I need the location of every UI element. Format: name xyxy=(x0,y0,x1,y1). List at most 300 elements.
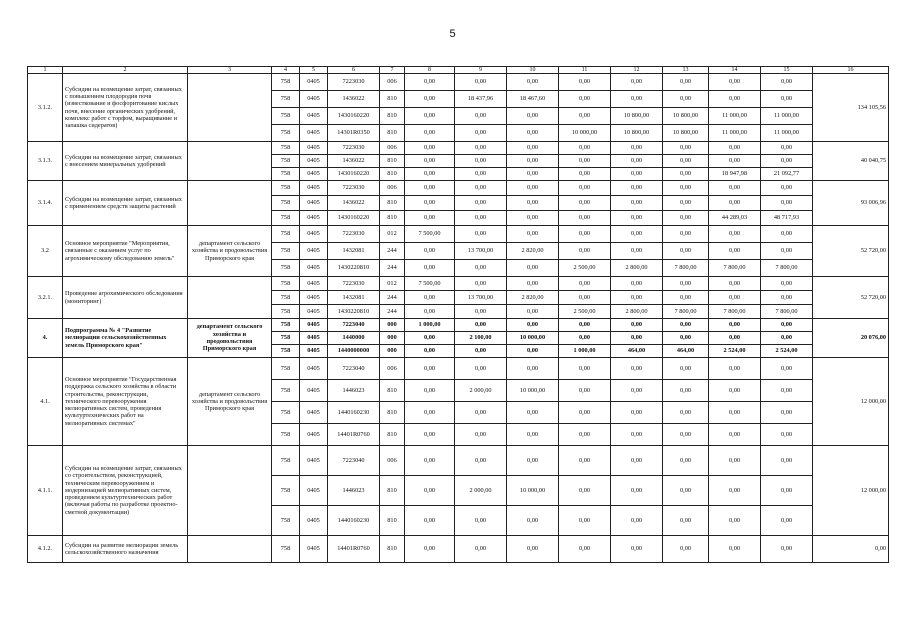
table-cell: 810 xyxy=(380,91,405,108)
table-cell: 0,00 xyxy=(761,506,813,536)
table-cell: 13 700,00 xyxy=(455,291,507,305)
table-cell: 0,00 xyxy=(405,125,455,142)
table-cell: 0,00 xyxy=(709,358,761,380)
table-cell: 7 500,00 xyxy=(405,226,455,243)
table-cell: 11 000,00 xyxy=(761,108,813,125)
table-row xyxy=(28,226,889,243)
table-cell: 810 xyxy=(380,424,405,446)
table-cell: 0,00 xyxy=(455,260,507,277)
table-cell: 0,00 xyxy=(663,277,709,291)
table-cell: 2 800,00 xyxy=(611,305,663,319)
table-cell: 0,00 xyxy=(559,211,611,226)
table-cell: 0,00 xyxy=(663,332,709,345)
table-cell: 0,00 xyxy=(559,536,611,563)
item-description: Основное мероприятие "Государственная поддержка сельского хозяйства в области строительства, реконструкции, технического перевооружения мелиоративных систем, проведения культуртехнических работ на мелиоративных системах" xyxy=(63,358,188,446)
table-cell: 0,00 xyxy=(559,446,611,476)
table-cell: 0,00 xyxy=(507,305,559,319)
table-cell: 0,00 xyxy=(507,260,559,277)
table-cell: 0,00 xyxy=(761,196,813,211)
table-cell: 0,00 xyxy=(611,536,663,563)
table-cell: 0405 xyxy=(300,332,328,345)
table-cell: 1430160220 xyxy=(328,168,380,181)
table-cell: 7223040 xyxy=(328,446,380,476)
table-cell: 0,00 xyxy=(663,358,709,380)
table-cell: 0,00 xyxy=(559,506,611,536)
table-cell: 0,00 xyxy=(405,536,455,563)
table-cell: 18 467,60 xyxy=(507,91,559,108)
table-cell: 758 xyxy=(272,211,300,226)
table-cell: 012 xyxy=(380,226,405,243)
table-cell: 0,00 xyxy=(611,380,663,402)
table-cell: 0,00 xyxy=(663,168,709,181)
table-cell: 0,00 xyxy=(455,277,507,291)
table-cell: 0,00 xyxy=(663,380,709,402)
item-description: Субсидии на возмещение затрат, связанных со строительством, реконструкцией, техническим перевооружением и модернизацией мелиоративных систем, проведением культуртехнических работ (включая работы по разработке проектно-сметной документации) xyxy=(63,446,188,536)
table-row xyxy=(28,74,889,91)
table-cell: 0,00 xyxy=(761,358,813,380)
table-cell: 758 xyxy=(272,358,300,380)
table-cell: 2 524,00 xyxy=(709,345,761,358)
column-header: 8 xyxy=(405,67,455,74)
table-cell: 0,00 xyxy=(761,402,813,424)
table-cell: 0,00 xyxy=(559,168,611,181)
table-cell: 464,00 xyxy=(663,345,709,358)
table-cell: 000 xyxy=(380,319,405,332)
responsible-department xyxy=(188,142,272,181)
table-cell: 0405 xyxy=(300,91,328,108)
item-number: 4. xyxy=(28,319,63,358)
item-total: 93 006,96 xyxy=(813,181,889,226)
column-header: 13 xyxy=(663,67,709,74)
item-number: 3.1.4. xyxy=(28,181,63,226)
table-cell: 0,00 xyxy=(405,476,455,506)
table-cell: 758 xyxy=(272,380,300,402)
table-cell: 758 xyxy=(272,319,300,332)
table-cell: 0405 xyxy=(300,402,328,424)
table-cell: 0,00 xyxy=(559,319,611,332)
table-row xyxy=(28,446,889,476)
table-cell: 0,00 xyxy=(761,142,813,155)
table-cell: 0,00 xyxy=(507,446,559,476)
table-cell: 758 xyxy=(272,196,300,211)
column-header: 11 xyxy=(559,67,611,74)
table-cell: 0,00 xyxy=(709,424,761,446)
table-cell: 21 092,77 xyxy=(761,168,813,181)
table-cell: 0,00 xyxy=(559,424,611,446)
table-cell: 7223040 xyxy=(328,358,380,380)
table-cell: 0,00 xyxy=(761,226,813,243)
table-cell: 0,00 xyxy=(405,155,455,168)
table-cell: 2 820,00 xyxy=(507,291,559,305)
table-cell: 758 xyxy=(272,108,300,125)
table-cell: 0,00 xyxy=(709,91,761,108)
table-cell: 758 xyxy=(272,476,300,506)
table-cell: 18 947,98 xyxy=(709,168,761,181)
table-cell: 0,00 xyxy=(507,424,559,446)
table-cell: 0,00 xyxy=(611,332,663,345)
table-cell: 7223030 xyxy=(328,277,380,291)
table-cell: 13 700,00 xyxy=(455,243,507,260)
table-cell: 1430160220 xyxy=(328,108,380,125)
table-cell: 1440000000 xyxy=(328,345,380,358)
table-cell: 0,00 xyxy=(611,358,663,380)
table-cell: 0,00 xyxy=(663,291,709,305)
table-cell: 0,00 xyxy=(559,181,611,196)
budget-table xyxy=(27,66,889,563)
table-cell: 0,00 xyxy=(663,402,709,424)
table-cell: 7 800,00 xyxy=(709,305,761,319)
table-cell: 0,00 xyxy=(761,424,813,446)
table-cell: 758 xyxy=(272,155,300,168)
table-cell: 0,00 xyxy=(611,196,663,211)
table-cell: 0,00 xyxy=(709,402,761,424)
item-description: Субсидии на возмещение затрат, связанных с повышением плодородия почв (известкование и фосфоритование кислых почв, внесение органических удобрений, комплекс работ с торфом, выращивание и запашка сидератов) xyxy=(63,74,188,142)
table-cell: 0,00 xyxy=(405,446,455,476)
table-cell: 006 xyxy=(380,446,405,476)
table-cell: 11 000,00 xyxy=(761,125,813,142)
table-cell: 1446023 xyxy=(328,476,380,506)
table-cell: 0,00 xyxy=(405,305,455,319)
table-cell: 2 500,00 xyxy=(559,305,611,319)
column-header: 10 xyxy=(507,67,559,74)
table-cell: 0,00 xyxy=(455,446,507,476)
table-cell: 0,00 xyxy=(761,380,813,402)
table-row xyxy=(28,277,889,291)
table-cell: 0405 xyxy=(300,211,328,226)
table-cell: 758 xyxy=(272,125,300,142)
table-cell: 1430220810 xyxy=(328,305,380,319)
table-cell: 1440000 xyxy=(328,332,380,345)
table-row xyxy=(28,181,889,196)
table-cell: 7 800,00 xyxy=(663,305,709,319)
table-cell: 1430160220 xyxy=(328,211,380,226)
responsible-department xyxy=(188,277,272,319)
column-header: 12 xyxy=(611,67,663,74)
table-cell: 0405 xyxy=(300,446,328,476)
table-cell: 0,00 xyxy=(405,345,455,358)
table-cell: 0405 xyxy=(300,345,328,358)
table-cell: 18 437,96 xyxy=(455,91,507,108)
table-cell: 0,00 xyxy=(559,74,611,91)
table-cell: 0,00 xyxy=(611,319,663,332)
table-row xyxy=(28,319,889,332)
table-cell: 006 xyxy=(380,181,405,196)
table-cell: 0,00 xyxy=(761,446,813,476)
table-cell: 0,00 xyxy=(405,243,455,260)
table-cell: 0,00 xyxy=(761,319,813,332)
table-cell: 758 xyxy=(272,332,300,345)
item-number: 3.1.3. xyxy=(28,142,63,181)
table-cell: 758 xyxy=(272,74,300,91)
table-cell: 48 717,93 xyxy=(761,211,813,226)
table-cell: 0,00 xyxy=(611,226,663,243)
table-cell: 0,00 xyxy=(761,476,813,506)
table-cell: 0,00 xyxy=(507,196,559,211)
item-description: Основное мероприятие "Мероприятия, связанные с оказанием услуг по агрохимическому обследованию земель" xyxy=(63,226,188,277)
table-cell: 1 000,00 xyxy=(559,345,611,358)
table-cell: 0,00 xyxy=(405,291,455,305)
table-cell: 0,00 xyxy=(559,358,611,380)
table-cell: 0,00 xyxy=(455,358,507,380)
table-cell: 0,00 xyxy=(709,319,761,332)
table-cell: 0405 xyxy=(300,181,328,196)
table-cell: 0405 xyxy=(300,380,328,402)
table-cell: 0,00 xyxy=(611,291,663,305)
table-cell: 0,00 xyxy=(663,243,709,260)
table-cell: 7 800,00 xyxy=(761,305,813,319)
table-cell: 758 xyxy=(272,277,300,291)
table-cell: 0,00 xyxy=(663,506,709,536)
table-cell: 0,00 xyxy=(455,506,507,536)
table-cell: 0405 xyxy=(300,243,328,260)
table-cell: 758 xyxy=(272,260,300,277)
table-cell: 1 000,00 xyxy=(405,319,455,332)
table-cell: 758 xyxy=(272,536,300,563)
table-cell: 0,00 xyxy=(663,226,709,243)
table-cell: 758 xyxy=(272,168,300,181)
table-cell: 0,00 xyxy=(611,142,663,155)
table-cell: 0405 xyxy=(300,291,328,305)
table-cell: 2 524,00 xyxy=(761,345,813,358)
table-cell: 0,00 xyxy=(663,536,709,563)
table-cell: 0,00 xyxy=(507,181,559,196)
table-cell: 0,00 xyxy=(709,277,761,291)
table-cell: 0,00 xyxy=(559,91,611,108)
table-cell: 0,00 xyxy=(663,74,709,91)
table-cell: 2 820,00 xyxy=(507,243,559,260)
table-cell: 0405 xyxy=(300,506,328,536)
table-cell: 0405 xyxy=(300,74,328,91)
responsible-department: департамент сельского хозяйства и продовольствия Приморского края xyxy=(188,226,272,277)
page-number: 5 xyxy=(449,28,456,40)
column-header: 15 xyxy=(761,67,813,74)
column-header: 14 xyxy=(709,67,761,74)
table-cell: 0,00 xyxy=(507,506,559,536)
table-cell: 10 000,00 xyxy=(507,476,559,506)
table-cell: 0405 xyxy=(300,260,328,277)
table-cell: 1446023 xyxy=(328,380,380,402)
table-cell: 000 xyxy=(380,332,405,345)
table-cell: 758 xyxy=(272,91,300,108)
table-cell: 758 xyxy=(272,226,300,243)
table-cell: 0,00 xyxy=(507,108,559,125)
table-cell: 1432081 xyxy=(328,291,380,305)
table-cell: 1436022 xyxy=(328,196,380,211)
table-cell: 006 xyxy=(380,142,405,155)
table-cell: 0,00 xyxy=(663,196,709,211)
table-cell: 0,00 xyxy=(507,402,559,424)
table-cell: 0,00 xyxy=(761,243,813,260)
table-cell: 810 xyxy=(380,506,405,536)
table-cell: 0,00 xyxy=(405,181,455,196)
item-number: 3.2 xyxy=(28,226,63,277)
table-cell: 0,00 xyxy=(559,476,611,506)
table-cell: 758 xyxy=(272,506,300,536)
table-cell: 810 xyxy=(380,168,405,181)
column-header: 5 xyxy=(300,67,328,74)
table-cell: 10 800,00 xyxy=(663,125,709,142)
table-cell: 7223040 xyxy=(328,319,380,332)
item-description: Субсидии на возмещение затрат, связанных с применением средств защиты растений xyxy=(63,181,188,226)
table-cell: 810 xyxy=(380,108,405,125)
table-cell: 0,00 xyxy=(663,319,709,332)
table-cell: 0405 xyxy=(300,142,328,155)
table-cell: 0,00 xyxy=(507,168,559,181)
table-cell: 0,00 xyxy=(405,211,455,226)
table-cell: 0,00 xyxy=(507,74,559,91)
table-cell: 1440160230 xyxy=(328,506,380,536)
table-cell: 0,00 xyxy=(455,319,507,332)
table-cell: 0,00 xyxy=(405,108,455,125)
table-cell: 0,00 xyxy=(709,536,761,563)
table-cell: 0,00 xyxy=(455,74,507,91)
table-cell: 0,00 xyxy=(559,108,611,125)
table-cell: 0405 xyxy=(300,168,328,181)
table-cell: 0,00 xyxy=(761,536,813,563)
table-cell: 0,00 xyxy=(761,181,813,196)
table-cell: 0,00 xyxy=(611,168,663,181)
column-header: 7 xyxy=(380,67,405,74)
table-cell: 2 100,00 xyxy=(455,332,507,345)
item-description: Субсидии на развитие мелиорации земель сельскохозяйственного назначения xyxy=(63,536,188,563)
table-cell: 0,00 xyxy=(455,536,507,563)
table-cell: 0,00 xyxy=(455,108,507,125)
table-cell: 244 xyxy=(380,243,405,260)
table-cell: 0,00 xyxy=(611,476,663,506)
table-cell: 0,00 xyxy=(709,181,761,196)
column-header: 6 xyxy=(328,67,380,74)
table-cell: 7 800,00 xyxy=(663,260,709,277)
table-cell: 1432081 xyxy=(328,243,380,260)
table-cell: 0,00 xyxy=(709,446,761,476)
table-cell: 0,00 xyxy=(405,196,455,211)
table-cell: 0,00 xyxy=(663,424,709,446)
table-cell: 0,00 xyxy=(709,476,761,506)
table-cell: 000 xyxy=(380,345,405,358)
table-cell: 0,00 xyxy=(559,277,611,291)
table-cell: 0,00 xyxy=(663,211,709,226)
table-cell: 0,00 xyxy=(455,142,507,155)
column-header: 2 xyxy=(63,67,188,74)
table-cell: 0,00 xyxy=(761,155,813,168)
column-header: 16 xyxy=(813,67,889,74)
table-cell: 0405 xyxy=(300,476,328,506)
table-cell: 006 xyxy=(380,358,405,380)
table-cell: 0,00 xyxy=(611,506,663,536)
item-total: 134 105,56 xyxy=(813,74,889,142)
table-cell: 10 000,00 xyxy=(559,125,611,142)
table-cell: 10 800,00 xyxy=(663,108,709,125)
responsible-department xyxy=(188,446,272,536)
table-cell: 2 000,00 xyxy=(455,380,507,402)
responsible-department xyxy=(188,536,272,563)
responsible-department: департамент сельского хозяйства и продовольствия Приморского края xyxy=(188,319,272,358)
table-cell: 7223030 xyxy=(328,226,380,243)
header-row xyxy=(28,67,889,74)
table-cell: 10 000,00 xyxy=(507,332,559,345)
table-cell: 0405 xyxy=(300,108,328,125)
table-cell: 0,00 xyxy=(455,181,507,196)
table-cell: 14401R0760 xyxy=(328,536,380,563)
item-total: 52 720,00 xyxy=(813,226,889,277)
table-cell: 0,00 xyxy=(709,291,761,305)
table-cell: 0405 xyxy=(300,358,328,380)
item-number: 3.1.2. xyxy=(28,74,63,142)
table-cell: 810 xyxy=(380,380,405,402)
table-cell: 7 500,00 xyxy=(405,277,455,291)
table-cell: 0405 xyxy=(300,319,328,332)
table-cell: 0,00 xyxy=(611,402,663,424)
table-cell: 0,00 xyxy=(559,226,611,243)
table-cell: 0,00 xyxy=(455,155,507,168)
table-cell: 0,00 xyxy=(455,305,507,319)
table-cell: 758 xyxy=(272,181,300,196)
table-cell: 0,00 xyxy=(611,277,663,291)
table-cell: 0,00 xyxy=(663,476,709,506)
table-cell: 0,00 xyxy=(405,506,455,536)
table-cell: 0,00 xyxy=(709,196,761,211)
table-cell: 7 800,00 xyxy=(709,260,761,277)
table-cell: 0,00 xyxy=(507,226,559,243)
table-cell: 0,00 xyxy=(507,345,559,358)
table-cell: 0,00 xyxy=(559,196,611,211)
table-cell: 0,00 xyxy=(507,211,559,226)
table-cell: 0,00 xyxy=(611,446,663,476)
column-header: 9 xyxy=(455,67,507,74)
table-cell: 0405 xyxy=(300,226,328,243)
table-cell: 14401R0760 xyxy=(328,424,380,446)
table-cell: 758 xyxy=(272,424,300,446)
table-cell: 10 800,00 xyxy=(611,125,663,142)
table-cell: 244 xyxy=(380,260,405,277)
table-cell: 0,00 xyxy=(559,402,611,424)
table-cell: 0,00 xyxy=(709,226,761,243)
item-number: 3.2.1. xyxy=(28,277,63,319)
table-cell: 0,00 xyxy=(405,74,455,91)
table-cell: 0,00 xyxy=(611,74,663,91)
table-cell: 10 800,00 xyxy=(611,108,663,125)
table-cell: 0,00 xyxy=(559,380,611,402)
table-cell: 0,00 xyxy=(709,243,761,260)
table-cell: 244 xyxy=(380,305,405,319)
item-number: 4.1.2. xyxy=(28,536,63,563)
table-cell: 0,00 xyxy=(455,211,507,226)
table-cell: 14301R0350 xyxy=(328,125,380,142)
item-total: 0,00 xyxy=(813,536,889,563)
table-cell: 0,00 xyxy=(507,277,559,291)
table-cell: 1436022 xyxy=(328,91,380,108)
table-cell: 464,00 xyxy=(611,345,663,358)
table-cell: 0,00 xyxy=(559,332,611,345)
table-cell: 0405 xyxy=(300,305,328,319)
table-cell: 0,00 xyxy=(455,226,507,243)
table-cell: 0,00 xyxy=(663,181,709,196)
table-cell: 7 800,00 xyxy=(761,260,813,277)
table-cell: 0,00 xyxy=(761,291,813,305)
item-total: 40 040,75 xyxy=(813,142,889,181)
item-total: 12 000,00 xyxy=(813,358,889,446)
table-cell: 0,00 xyxy=(611,243,663,260)
responsible-department xyxy=(188,74,272,142)
table-cell: 758 xyxy=(272,305,300,319)
table-cell: 0,00 xyxy=(405,358,455,380)
table-cell: 0,00 xyxy=(761,332,813,345)
table-cell: 0,00 xyxy=(405,402,455,424)
table-cell: 758 xyxy=(272,142,300,155)
table-cell: 810 xyxy=(380,155,405,168)
table-cell: 0,00 xyxy=(611,424,663,446)
table-cell: 006 xyxy=(380,74,405,91)
